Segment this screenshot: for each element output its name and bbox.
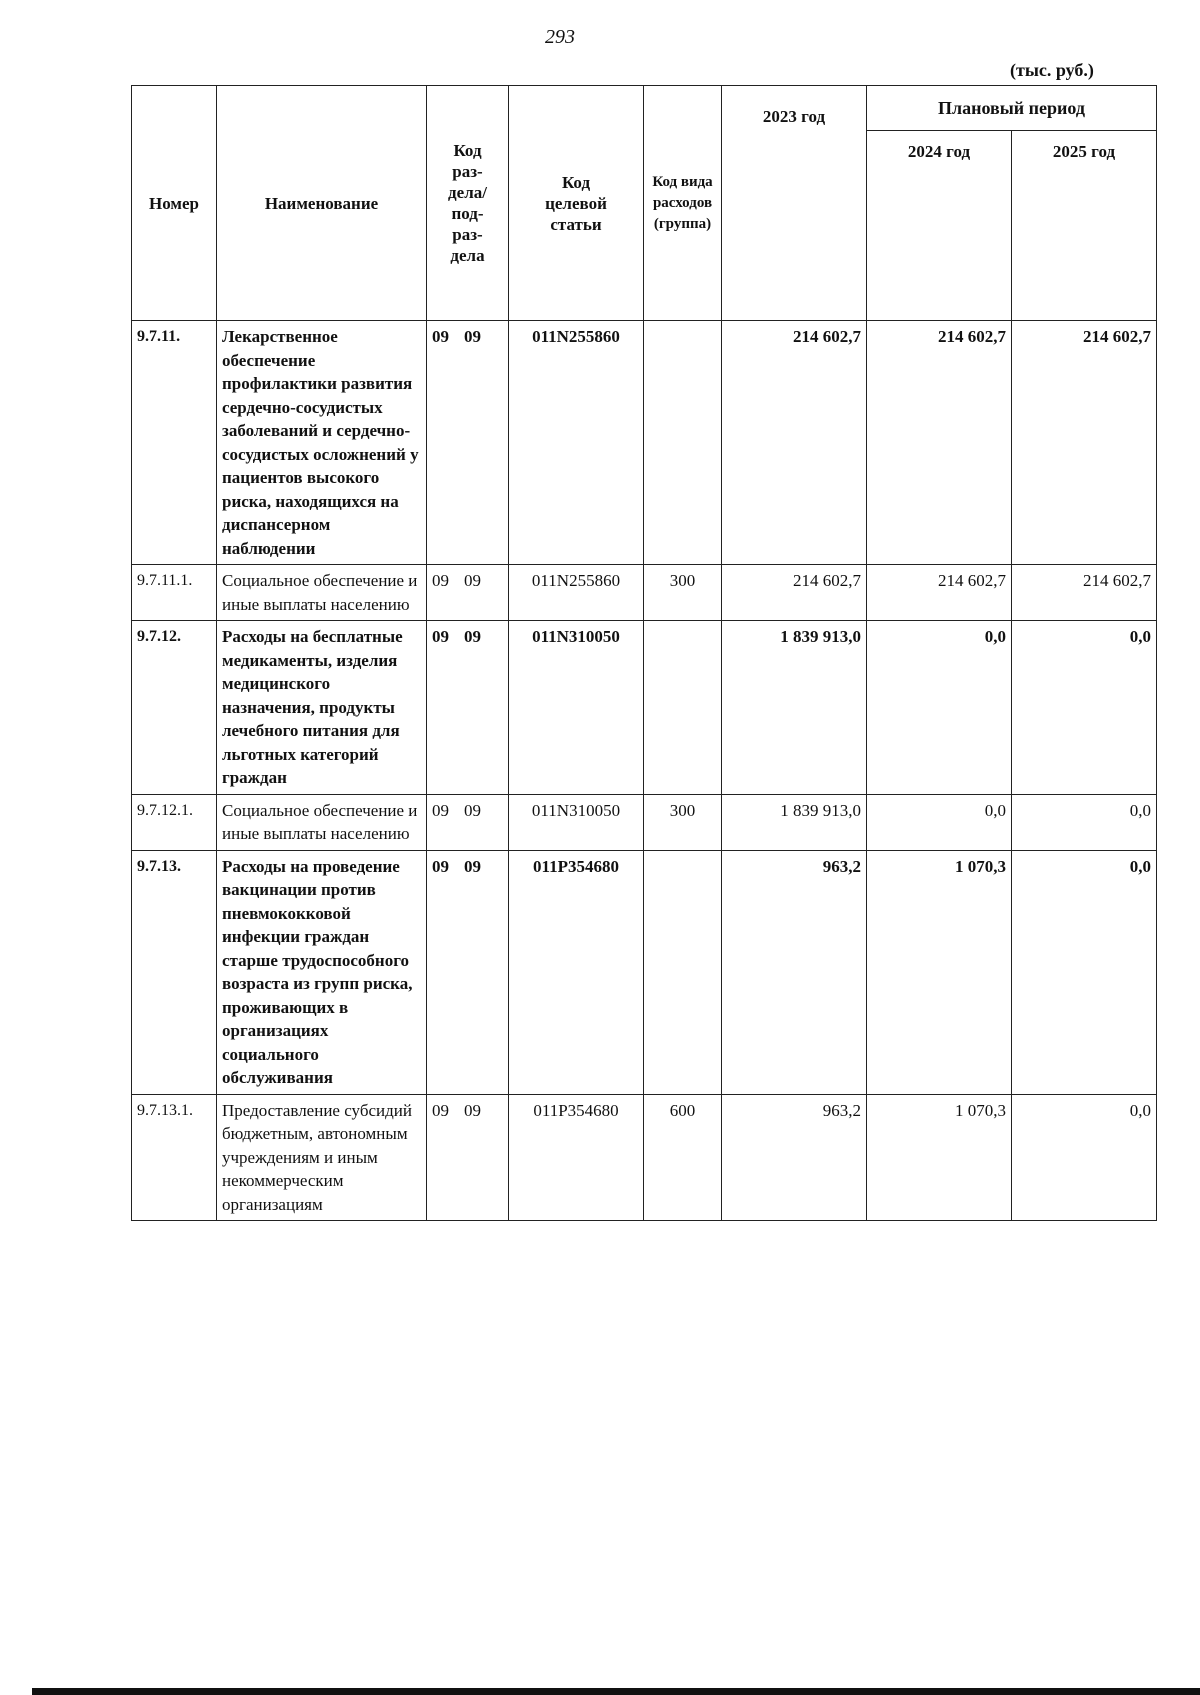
row-amount-2023: 214 602,7 xyxy=(722,565,867,621)
row-section: 09 xyxy=(432,800,449,820)
table-body xyxy=(132,321,1157,1221)
row-amount-2025: 0,0 xyxy=(1012,1094,1157,1221)
row-target-code: 011P354680 xyxy=(509,850,644,1094)
row-amount-2023: 963,2 xyxy=(722,850,867,1094)
row-expense-type: 300 xyxy=(644,794,722,850)
table-row xyxy=(132,794,1157,850)
table-row xyxy=(132,1094,1157,1221)
row-amount-2024: 1 070,3 xyxy=(867,1094,1012,1221)
row-name: Социальное обеспечение и иные выплаты населению xyxy=(217,565,427,621)
row-number: 9.7.12.1. xyxy=(132,794,217,850)
row-name: Расходы на проведение вакцинации против пневмококковой инфекции граждан старше трудоспособного возраста из групп риска, проживающих в организациях социального обслуживания xyxy=(217,850,427,1094)
row-target-code: 011N255860 xyxy=(509,321,644,565)
header-row-top xyxy=(132,86,1157,131)
row-section: 09 xyxy=(432,571,449,590)
row-amount-2024: 214 602,7 xyxy=(867,565,1012,621)
row-name: Лекарственное обеспечение профилактики развития сердечно-сосудистых заболеваний и сердечно-сосудистых осложнений у пациентов высокого риска, находящихся на диспансерном наблюдении xyxy=(217,321,427,565)
page-number: 293 xyxy=(545,26,575,48)
row-target-code: 011N310050 xyxy=(509,621,644,795)
row-amount-2025: 0,0 xyxy=(1012,850,1157,1094)
header-name: Наименование xyxy=(217,86,427,321)
row-amount-2025: 214 602,7 xyxy=(1012,565,1157,621)
row-section-code xyxy=(427,794,509,850)
row-expense-type xyxy=(644,321,722,565)
row-expense-type: 600 xyxy=(644,1094,722,1221)
row-number: 9.7.13. xyxy=(132,850,217,1094)
row-amount-2025: 0,0 xyxy=(1012,794,1157,850)
row-name: Предоставление субсидий бюджетным, автономным учреждениям и иным некоммерческим организациям xyxy=(217,1094,427,1221)
bottom-rule xyxy=(32,1688,1200,1695)
table-row xyxy=(132,565,1157,621)
row-section-code xyxy=(427,321,509,565)
row-amount-2023: 1 839 913,0 xyxy=(722,794,867,850)
row-amount-2024: 0,0 xyxy=(867,621,1012,795)
header-year-2024: 2024 год xyxy=(867,131,1012,321)
row-section-code xyxy=(427,565,509,621)
row-target-code: 011N310050 xyxy=(509,794,644,850)
row-amount-2025: 0,0 xyxy=(1012,621,1157,795)
table-row xyxy=(132,621,1157,795)
row-amount-2023: 1 839 913,0 xyxy=(722,621,867,795)
row-number: 9.7.11.1. xyxy=(132,565,217,621)
row-name: Социальное обеспечение и иные выплаты населению xyxy=(217,794,427,850)
row-amount-2025: 214 602,7 xyxy=(1012,321,1157,565)
row-target-code: 011P354680 xyxy=(509,1094,644,1221)
header-section-code: Код раз-дела/ под-раз-дела xyxy=(427,86,509,321)
units-label: (тыс. руб.) xyxy=(1010,60,1094,80)
row-number: 9.7.13.1. xyxy=(132,1094,217,1221)
row-number: 9.7.11. xyxy=(132,321,217,565)
row-amount-2024: 0,0 xyxy=(867,794,1012,850)
row-subsection: 09 xyxy=(464,800,481,820)
table-row xyxy=(132,850,1157,1094)
header-number: Номер xyxy=(132,86,217,321)
row-section-code xyxy=(427,850,509,1094)
row-section: 09 xyxy=(432,627,449,646)
header-target-code: Код целевой статьи xyxy=(509,86,644,321)
header-expense-type-code: Код вида расходов (группа) xyxy=(644,86,722,321)
row-subsection: 09 xyxy=(464,327,481,346)
table-row xyxy=(132,321,1157,565)
row-subsection: 09 xyxy=(464,856,481,876)
row-section-code xyxy=(427,621,509,795)
header-plan-period: Плановый период xyxy=(867,86,1157,131)
header-year-2025: 2025 год xyxy=(1012,131,1157,321)
row-amount-2024: 214 602,7 xyxy=(867,321,1012,565)
row-section: 09 xyxy=(432,327,449,346)
row-subsection: 09 xyxy=(464,1100,481,1120)
row-expense-type xyxy=(644,850,722,1094)
row-section-code xyxy=(427,1094,509,1221)
budget-table xyxy=(131,85,1157,1221)
row-expense-type xyxy=(644,621,722,795)
row-section: 09 xyxy=(432,1100,449,1120)
row-amount-2023: 214 602,7 xyxy=(722,321,867,565)
row-target-code: 011N255860 xyxy=(509,565,644,621)
row-expense-type: 300 xyxy=(644,565,722,621)
row-section: 09 xyxy=(432,856,449,876)
row-subsection: 09 xyxy=(464,571,481,590)
row-name: Расходы на бесплатные медикаменты, изделия медицинского назначения, продукты лечебного питания для льготных категорий граждан xyxy=(217,621,427,795)
row-number: 9.7.12. xyxy=(132,621,217,795)
row-subsection: 09 xyxy=(464,627,481,646)
header-year-2023: 2023 год xyxy=(722,86,867,321)
row-amount-2024: 1 070,3 xyxy=(867,850,1012,1094)
row-amount-2023: 963,2 xyxy=(722,1094,867,1221)
